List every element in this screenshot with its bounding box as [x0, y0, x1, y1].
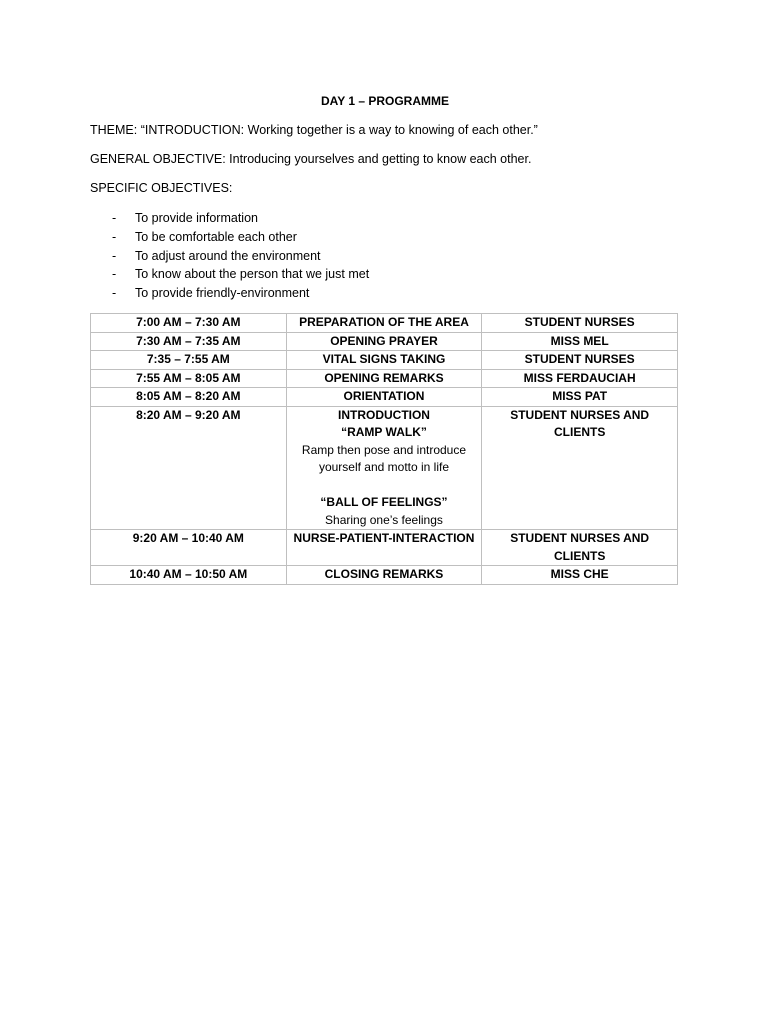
- objective-text: To provide friendly-environment: [135, 286, 310, 301]
- activity-cell: ORIENTATION: [286, 388, 482, 407]
- bullet-dash: -: [112, 211, 117, 225]
- time-cell: 8:20 AM – 9:20 AM: [91, 406, 287, 530]
- time-cell: 10:40 AM – 10:50 AM: [91, 566, 287, 585]
- activity-cell: CLOSING REMARKS: [286, 566, 482, 585]
- bullet-dash: -: [112, 267, 117, 282]
- spacer: [289, 477, 480, 495]
- activity-cell: PREPARATION OF THE AREA: [286, 314, 482, 333]
- activity-cell: NURSE-PATIENT-INTERACTION: [286, 530, 482, 566]
- specific-objectives-heading: SPECIFIC OBJECTIVES:: [90, 181, 233, 195]
- table-row: [91, 369, 678, 388]
- bullet-dash: -: [112, 286, 117, 301]
- table-row: [91, 388, 678, 407]
- general-objective-text: GENERAL OBJECTIVE: Introducing yourselves and getting to know each other.: [90, 152, 532, 166]
- table-row: [91, 566, 678, 585]
- activity-cell: OPENING REMARKS: [286, 369, 482, 388]
- objective-text: To adjust around the environment: [135, 248, 321, 263]
- time-cell: 7:55 AM – 8:05 AM: [91, 369, 287, 388]
- activity-title: INTRODUCTION: [337, 407, 430, 422]
- page-title: DAY 1 – PROGRAMME: [320, 94, 450, 108]
- time-cell: 9:20 AM – 10:40 AM: [91, 530, 287, 566]
- table-row: [91, 351, 678, 370]
- specific-objectives-list: [90, 209, 369, 303]
- ramp-walk-desc-line2: yourself and motto in life: [318, 460, 450, 474]
- activity-cell: VITAL SIGNS TAKING: [286, 351, 482, 370]
- objective-text: To provide information: [135, 211, 258, 225]
- person-cell: STUDENT NURSES AND CLIENTS: [482, 406, 678, 530]
- time-cell: 7:30 AM – 7:35 AM: [91, 332, 287, 351]
- schedule-table: [90, 313, 678, 585]
- person-cell: STUDENT NURSES: [482, 314, 678, 333]
- ball-of-feelings-title: “BALL OF FEELINGS”: [320, 495, 448, 509]
- table-row: [91, 314, 678, 333]
- table-row: [91, 530, 678, 566]
- ramp-walk-desc-line1: Ramp then pose and introduce: [301, 442, 467, 457]
- person-cell: MISS MEL: [482, 332, 678, 351]
- person-cell: MISS FERDAUCIAH: [482, 369, 678, 388]
- list-item: [90, 228, 369, 247]
- bullet-dash: -: [112, 248, 117, 263]
- activity-cell: [286, 406, 482, 530]
- theme-text: THEME: “INTRODUCTION: Working together is a way to knowing of each other.”: [90, 123, 538, 137]
- ramp-walk-title: “RAMP WALK”: [341, 425, 427, 439]
- person-cell: STUDENT NURSES AND CLIENTS: [482, 530, 678, 566]
- time-cell: 7:35 – 7:55 AM: [91, 351, 287, 370]
- list-item: [90, 247, 369, 266]
- table-row: [91, 332, 678, 351]
- list-item: [90, 265, 369, 284]
- person-cell: MISS PAT: [482, 388, 678, 407]
- time-cell: 7:00 AM – 7:30 AM: [91, 314, 287, 333]
- list-item: [90, 209, 369, 228]
- list-item: [90, 284, 369, 303]
- ball-of-feelings-desc: Sharing one’s feelings: [325, 512, 443, 527]
- activity-cell: OPENING PRAYER: [286, 332, 482, 351]
- bullet-dash: -: [112, 229, 117, 244]
- objective-text: To be comfortable each other: [135, 229, 297, 244]
- person-cell: MISS CHE: [482, 566, 678, 585]
- person-cell: STUDENT NURSES: [482, 351, 678, 370]
- time-cell: 8:05 AM – 8:20 AM: [91, 388, 287, 407]
- table-row: [91, 406, 678, 530]
- objective-text: To know about the person that we just met: [135, 267, 370, 282]
